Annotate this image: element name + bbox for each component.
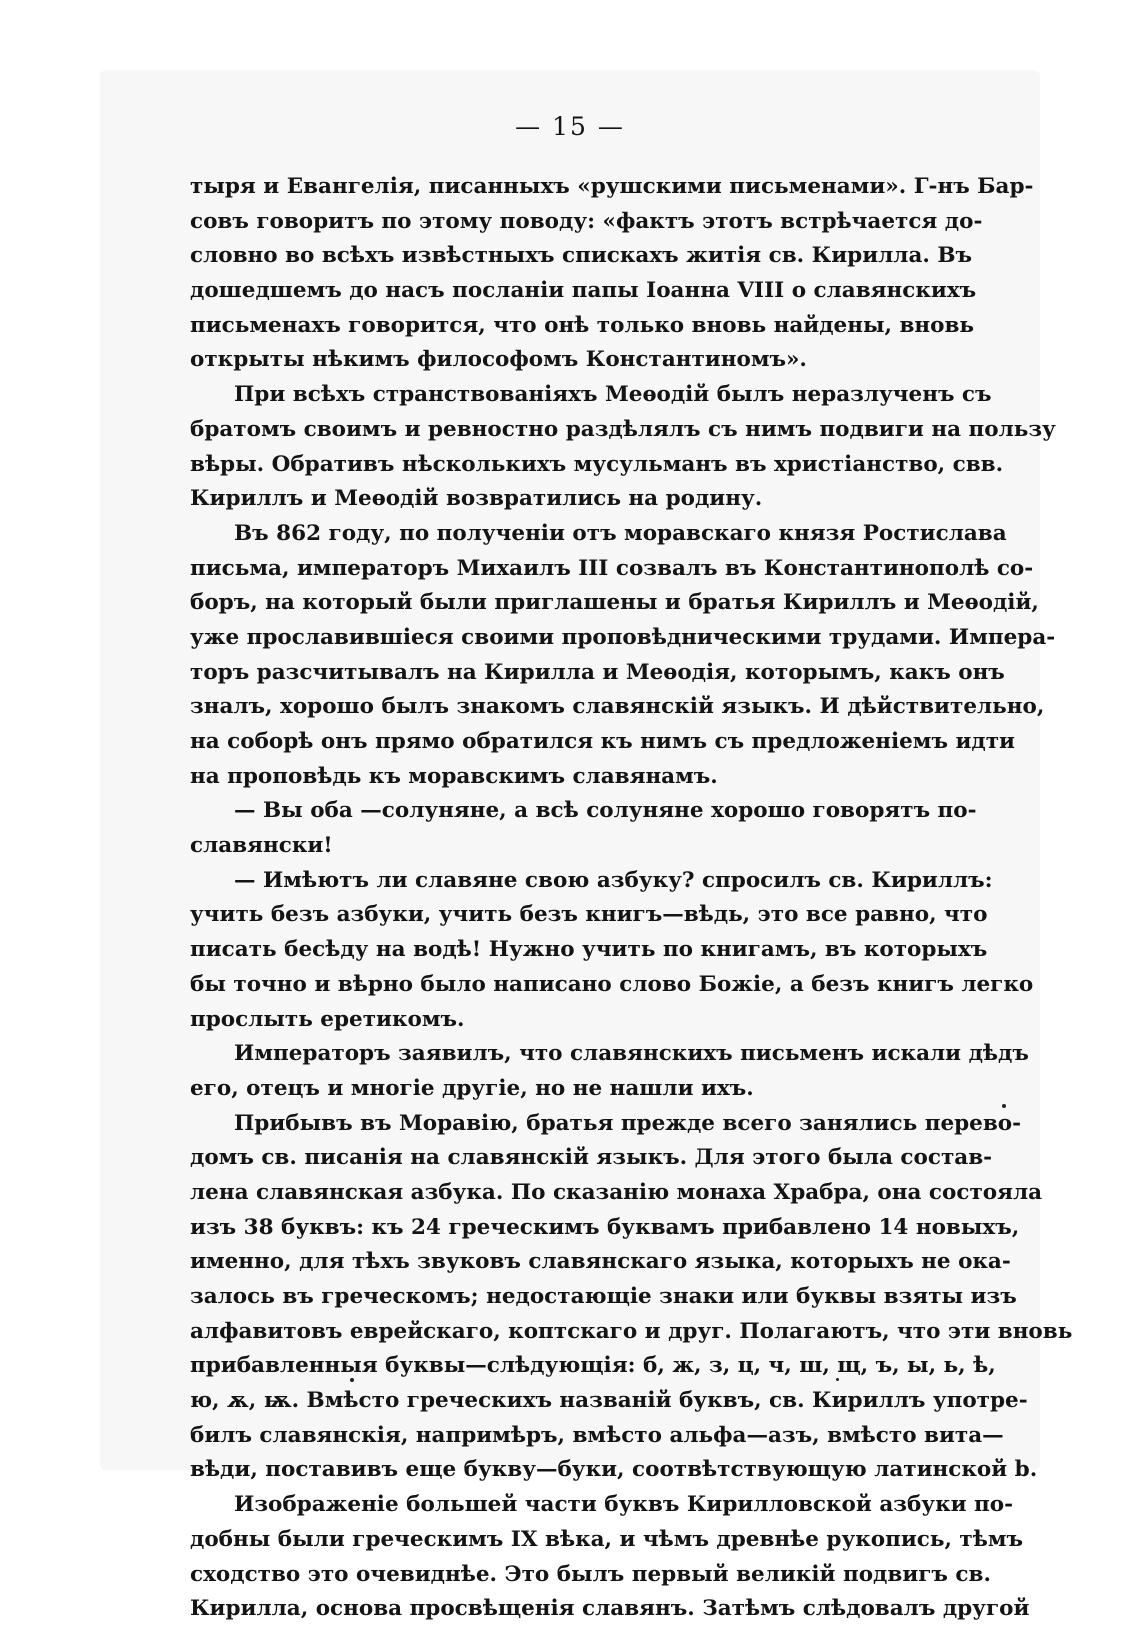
text-line: вѣди, поставивъ еще букву—буки, соотвѣтствующую латинской b. bbox=[190, 1457, 1038, 1483]
text-line: славянски! bbox=[190, 833, 333, 859]
text-line: открыты нѣкимъ философомъ Константиномъ». bbox=[190, 347, 807, 373]
text-line: билъ славянскія, напримѣръ, вмѣсто альфа—азъ, вмѣсто вита— bbox=[190, 1422, 1004, 1448]
paragraph-first-line: — Вы оба —солуняне, а всѣ солуняне хорошо говорятъ по- bbox=[234, 798, 977, 824]
paragraph-first-line: Императоръ заявилъ, что славянскихъ письменъ искали дѣдъ bbox=[234, 1041, 1029, 1067]
text-line: домъ св. писанія на славянскій языкъ. Для этого была состав- bbox=[190, 1145, 993, 1171]
text-line: алфавитовъ еврейскаго, коптскаго и друг. Полагаютъ, что эти вновь bbox=[190, 1318, 1073, 1344]
text-line: именно, для тѣхъ звуковъ славянскаго языка, которыхъ не ока- bbox=[190, 1249, 1011, 1275]
text-line: словно во всѣхъ извѣстныхъ спискахъ житія св. Кирилла. Въ bbox=[190, 243, 973, 269]
text-line: братомъ своимъ и ревностно раздѣлялъ съ нимъ подвиги на пользу bbox=[190, 416, 1056, 442]
text-line: изъ 38 буквъ: къ 24 греческимъ буквамъ прибавлено 14 новыхъ, bbox=[190, 1214, 1020, 1240]
text-line: учить безъ азбуки, учить безъ книгъ—вѣдь, это все равно, что bbox=[190, 902, 988, 928]
scan-speck bbox=[1002, 1104, 1006, 1108]
text-line: прослыть еретикомъ. bbox=[190, 1006, 465, 1032]
body-text bbox=[190, 170, 1073, 1627]
paragraph-first-line: При всѣхъ странствованіяхъ Меѳодій былъ неразлученъ съ bbox=[234, 382, 992, 408]
text-line: добны были греческимъ IX вѣка, и чѣмъ древнѣе рукопись, тѣмъ bbox=[190, 1526, 1024, 1552]
text-line: на соборѣ онъ прямо обратился къ нимъ съ предложеніемъ идти bbox=[190, 729, 1015, 754]
paragraph-first-line: — Имѣютъ ли славяне свою азбуку? спросилъ св. Кириллъ: bbox=[234, 867, 993, 893]
text-line: дошедшемъ до насъ посланіи папы Іоанна VIII о славянскихъ bbox=[190, 278, 977, 304]
text-line: на проповѣдь къ моравскимъ славянамъ. bbox=[190, 763, 718, 789]
text-line: вѣры. Обративъ нѣсколькихъ мусульманъ въ христіанство, свв. bbox=[190, 451, 1004, 477]
text-line: его, отецъ и многіе другіе, но не нашли ихъ. bbox=[190, 1075, 754, 1101]
text-line: зналъ, хорошо былъ знакомъ славянскій языкъ. И дѣйствительно, bbox=[190, 694, 1045, 720]
text-line: тыря и Евангелія, писанныхъ «рушскими письменами». Г-нъ Бар- bbox=[190, 174, 1034, 199]
text-line: торъ разсчитывалъ на Кирилла и Меѳодія, которымъ, какъ онъ bbox=[190, 659, 1005, 685]
text-line: писать бесѣду на водѣ! Нужно учить по книгамъ, въ которыхъ bbox=[190, 937, 988, 963]
text-line: залось въ греческомъ; недостающіе знаки или буквы взяты изъ bbox=[190, 1284, 1017, 1309]
page-number-header: — 15 — bbox=[515, 112, 625, 141]
paragraph-first-line: Прибывъ въ Моравію, братья прежде всего занялись перево- bbox=[234, 1110, 1022, 1136]
text-line: письменахъ говорится, что онѣ только вновь найдены, вновь bbox=[190, 312, 975, 338]
text-line: уже прославившіеся своими проповѣдническими трудами. Импера- bbox=[190, 624, 1056, 650]
scan-speck bbox=[350, 1378, 354, 1382]
paragraph-first-line: Въ 862 году, по полученіи отъ моравскаго князя Ростислава bbox=[234, 520, 1007, 546]
text-line: письма, императоръ Михаилъ III созвалъ въ Константинополѣ со- bbox=[190, 555, 1034, 581]
text-line: бы точно и вѣрно было написано слово Божіе, а безъ книгъ легко bbox=[190, 971, 1034, 997]
text-line: ю, ѫ, ѭ. Вмѣсто греческихъ названій буквъ, св. Кириллъ употре- bbox=[190, 1388, 1028, 1414]
paragraph-first-line: Изображеніе большей части буквъ Кирилловской азбуки по- bbox=[234, 1492, 1014, 1518]
scan-speck bbox=[836, 1378, 839, 1381]
text-line: прибавленныя буквы—слѣдующія: б, ж, з, ц, ч, ш, щ, ъ, ы, ь, ѣ, bbox=[190, 1353, 996, 1379]
text-line: боръ, на который были приглашены и братья Кириллъ и Меѳодій, bbox=[190, 590, 1039, 616]
text-line: Кирилла, основа просвѣщенія славянъ. Затѣмъ слѣдовалъ другой bbox=[190, 1596, 1030, 1622]
text-line: лена славянская азбука. По сказанію монаха Храбра, она состояла bbox=[190, 1179, 1043, 1205]
text-line: сходство это очевиднѣе. Это былъ первый великій подвигъ св. bbox=[190, 1561, 991, 1587]
text-line: совъ говоритъ по этому поводу: «фактъ этотъ встрѣчается до- bbox=[190, 208, 983, 234]
text-line: Кириллъ и Меѳодій возвратились на родину. bbox=[190, 486, 763, 512]
